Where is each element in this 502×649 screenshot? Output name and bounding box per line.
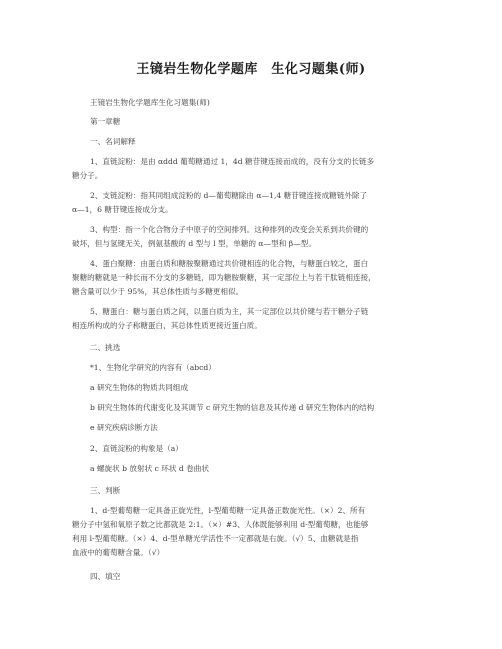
judge-line-1: 1、d-型葡萄糖一定具备正旋光性，l-型葡萄糖一定具备正数旋光性。（×）2、所有 <box>90 506 366 515</box>
section-heading-definitions: 一、名词解释 <box>90 137 136 146</box>
definition-5-line-2: 相连所构成的分子称糖蛋白，其总体性质更接近蛋白质。 <box>72 321 262 330</box>
document-title: 王镜岩生物化学题库 生化习题集(师) <box>136 62 366 77</box>
subtitle-line: 王镜岩生物化学题库生化习题集(师) <box>90 98 210 107</box>
question-2: 2、直链淀粉的构象是（a） <box>90 444 183 453</box>
definition-5-line-1: 5、糖蛋白：糖与蛋白质之间，以蛋白质为主，其一定部位以共价键与若干糖分子链 <box>90 307 369 316</box>
chapter-heading: 第一章糖 <box>90 117 121 126</box>
section-heading-choice: 二、挑选 <box>90 343 121 352</box>
question-1: *1、生物化学研究的内容有（abcd） <box>90 363 216 372</box>
definition-4-line-2: 聚糖的糖就是一种长而不分支的多糖链，即为糖胺聚糖，其一定部位上与若干肽链相连接， <box>72 273 376 282</box>
question-2-options: a 螺旋状 b 放射状 c 环状 d 卷曲状 <box>90 464 209 473</box>
definition-1-line-2: 糖分子。 <box>72 171 103 180</box>
judge-line-4: 血液中的葡萄糖含量。（√） <box>72 548 165 557</box>
definition-2-line-1: 2、支链淀粉：指其同组成淀粉的 d—葡萄糖除由 α—1,4 糖苷键连接成糖链外除了 <box>90 191 368 200</box>
definition-3-line-1: 3、构型：指一个化合物分子中原子的空间排列。这种排列的改变会关系到共价键的 <box>90 225 369 234</box>
question-1-options-bcd: b 研究生物体的代谢变化及其调节 c 研究生物的信息及其传递 d 研究生物体内的结构 <box>90 403 375 412</box>
judge-line-2: 糖分子中氢和氧原子数之比都就是 2:1。（×）#3、人体既能够利用 d-型葡萄糖，也能够 <box>72 520 369 529</box>
definition-3-line-2: 破坏，但与氢键无关，例氨基酸的 d 型与 l 型，单糖的 α—型和 β—型。 <box>72 239 316 248</box>
definition-4-line-3: 糖含量可以少于 95%，其总体性质与多糖更相似。 <box>72 287 244 296</box>
definition-1-line-1: 1、直链淀粉：是由 αddd 葡萄糖通过 1，4d 糖苷键连接而成的，没有分支的长链多 <box>90 157 375 166</box>
question-1-option-a: a 研究生物体的物质共同组成 <box>90 383 189 392</box>
question-1-option-e: e 研究疾病诊断方法 <box>90 423 158 432</box>
section-heading-judge: 三、判断 <box>90 486 121 495</box>
definition-4-line-1: 4、蛋白聚糖：由蛋白质和糖胺聚糖通过共价键相连的化合物，与糖蛋白较之，蛋白 <box>90 259 369 268</box>
section-heading-fill: 四、填空 <box>90 572 121 581</box>
definition-2-line-2: α—1，6 糖苷键连接成分支。 <box>72 205 173 214</box>
judge-line-3: 利用 l-型葡萄糖。（×）4、d-型单糖光学活性不一定都就是右旋。（√）5、血糖就是指 <box>72 534 359 543</box>
